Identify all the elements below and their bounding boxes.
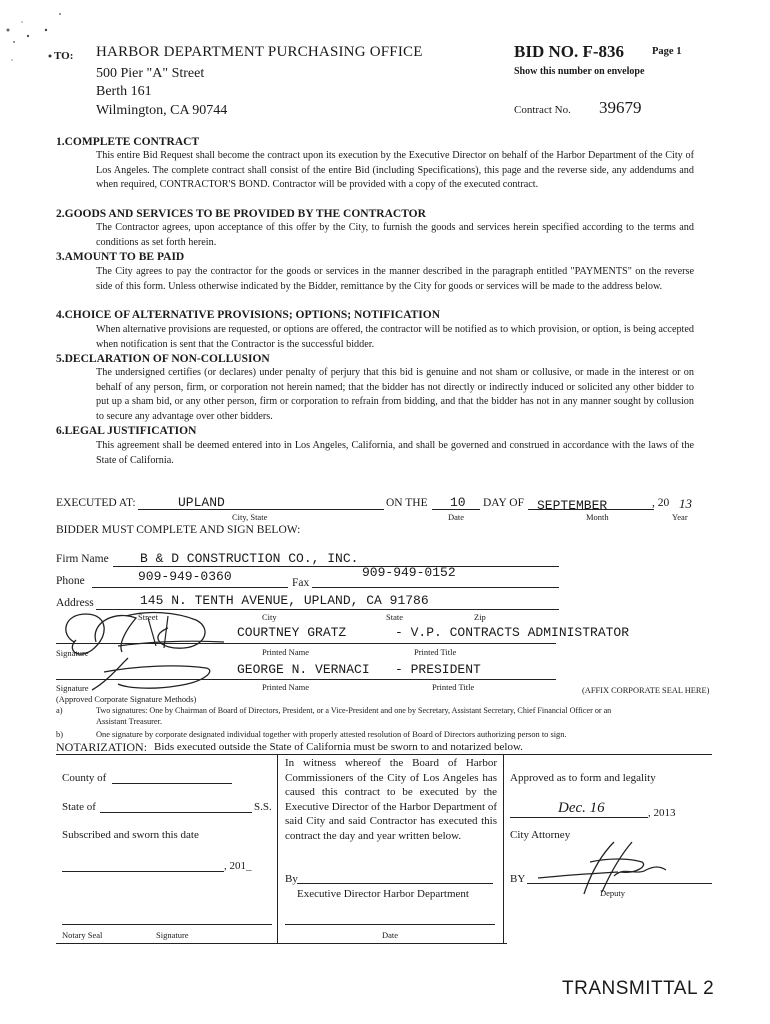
bidder-signature — [56, 606, 256, 696]
bidder-must-sign: BIDDER MUST COMPLETE AND SIGN BELOW: — [56, 524, 301, 536]
phone-label: Phone — [56, 575, 85, 587]
notarization-heading: NOTARIZATION: — [56, 740, 148, 754]
signature-label-2: Signature — [56, 683, 89, 693]
section-heading-4: 4.CHOICE OF ALTERNATIVE PROVISIONS; OPTIONS; NOTIFICATION — [56, 309, 441, 321]
notary-seal-label: Notary Seal — [62, 930, 103, 940]
approved-year: , 2013 — [648, 807, 676, 819]
notary-year: , 201_ — [224, 860, 252, 872]
state-label: State — [386, 612, 403, 622]
exec-date-label: Date — [382, 930, 399, 940]
phone-value: 909-949-0360 — [138, 569, 232, 584]
transmittal-label: TRANSMITTAL 2 — [562, 978, 715, 999]
section-body-6: This agreement shall be deemed entered into in Los Angeles, California, and shall be governed and construed in accordance with the laws of the State of California. — [96, 440, 694, 466]
section-heading-3: 3.AMOUNT TO BE PAID — [56, 251, 185, 263]
deputy-label: Deputy — [600, 888, 626, 898]
section-body-3: The City agrees to pay the contractor for the goods or services in the manner described in the paragraph entitled "PAYMENTS" on the reverse side of this form. Unless otherwise indicated by the Bidder, remittance by the City for goods or services will be made to the address below. — [96, 266, 694, 292]
year-label: Year — [672, 512, 688, 522]
month-label: Month — [586, 512, 609, 522]
ss-label: S.S. — [254, 801, 272, 813]
day-of-label: DAY OF — [483, 497, 525, 509]
office-city: Wilmington, CA 90744 — [96, 103, 228, 118]
fax-label: Fax — [292, 577, 310, 589]
approved-date: Dec. 16 — [558, 800, 605, 816]
fax-value: 909-949-0152 — [362, 565, 456, 580]
to-label: TO: — [54, 50, 74, 62]
city-label: City — [262, 612, 277, 622]
method-b-label: b) — [56, 730, 63, 739]
approved-form-label: Approved as to form and legality — [510, 772, 656, 784]
signature-label-1: Signature — [56, 648, 89, 658]
witness-text: In witness whereof the Board of Harbor Commissioners of the City of Los Angeles has caused this contract to be executed by the Executive Director of the Harbor Department of said City and said Contractor has executed this contract the day and year written below. — [285, 757, 497, 842]
method-a: Two signatures: One by Chairman of Board of Directors, President, or a Vice-President and one by Secretary, Assistant Secretary, Chief Financial Officer or an — [96, 706, 612, 715]
signer1-name: COURTNEY GRATZ — [237, 625, 347, 640]
executive-director-label: Executive Director Harbor Department — [297, 888, 469, 900]
section-body-1: This entire Bid Request shall become the contract upon its execution by the Executive Director on behalf of the Harbor Department of the City of Los Angeles. The complete contract shall consist of the entire Bid (including Specifications), this page and the reverse side, any addendums and when required, CONTRACTOR'S BOND. Contractor will be provided with a copy of the executed contract. — [96, 150, 694, 191]
executed-at-value: UPLAND — [178, 495, 225, 510]
show-number-note: Show this number on envelope — [514, 66, 645, 77]
date-label: Date — [448, 512, 465, 522]
city-attorney-signature — [528, 836, 668, 906]
county-label: County of — [62, 772, 107, 784]
office-berth: Berth 161 — [96, 84, 152, 99]
contract-label: Contract No. — [514, 104, 571, 116]
printed-title-label-1: Printed Title — [414, 647, 457, 657]
method-a-label: a) — [56, 706, 63, 715]
year-prefix: , 20 — [652, 497, 670, 509]
address-label: Address — [56, 597, 94, 609]
by-label: By — [285, 873, 298, 885]
signer1-title: - V.P. CONTRACTS ADMINISTRATOR — [395, 625, 630, 640]
executed-at-label: EXECUTED AT: — [56, 497, 136, 509]
subscribed-label: Subscribed and sworn this date — [62, 829, 199, 841]
firm-name-label: Firm Name — [56, 553, 109, 565]
firm-name-value: B & D CONSTRUCTION CO., INC. — [140, 551, 359, 566]
by2-label: BY — [510, 873, 526, 885]
contract-number: 39679 — [599, 98, 642, 117]
section-body-5: The undersigned certifies (or declares) under penalty of perjury that this bid is genuine and not sham or collusive, or made in the interest or on behalf of any person, firm, or corporation not herein named; that the bidder has not directly or indirectly induced or solicited any other bidder to put up a sham bid, or any other person, firm or corporation to refrain from bidding, and that the bidder has not in any manner sought by collusion to secure any advantage over other bidders. — [96, 367, 694, 422]
office-name: HARBOR DEPARTMENT PURCHASING OFFICE — [96, 44, 423, 60]
method-b: One signature by corporate designated individual together with properly attested resolution of Board of Directors authorizing person to sign. — [96, 730, 567, 739]
page-number: Page 1 — [652, 46, 682, 57]
day-value: 10 — [450, 495, 466, 510]
section-heading-5: 5.DECLARATION OF NON-COLLUSION — [56, 353, 270, 365]
section-heading-6: 6.LEGAL JUSTIFICATION — [56, 425, 197, 437]
section-heading-1: 1.COMPLETE CONTRACT — [56, 136, 200, 148]
notary-signature-label: Signature — [156, 930, 189, 940]
signer2-name: GEORGE N. VERNACI — [237, 662, 370, 677]
section-heading-2: 2.GOODS AND SERVICES TO BE PROVIDED BY THE CONTRACTOR — [56, 208, 426, 220]
city-state-label: City, State — [232, 512, 268, 522]
signer2-title: - PRESIDENT — [395, 662, 481, 677]
on-the-label: ON THE — [386, 497, 428, 509]
section-body-2: The Contractor agrees, upon acceptance of this offer by the City, to furnish the goods and services herein specified according to the terms and conditions as set forth herein. — [96, 222, 694, 248]
bid-number: BID NO. F-836 — [514, 42, 625, 61]
section-body-4: When alternative provisions are requested, or options are offered, the contractor will be notified as to which provision, or option, is being accepted when notification is sent that the Contractor is the successful bidder. — [96, 324, 694, 350]
method-a2: Assistant Treasurer. — [96, 717, 163, 726]
zip-label: Zip — [474, 612, 486, 622]
state-of-label: State of — [62, 801, 96, 813]
notarization-text: Bids executed outside the State of California must be sworn to and notarized below. — [154, 741, 523, 753]
printed-title-label-2: Printed Title — [432, 682, 475, 692]
approved-methods: (Approved Corporate Signature Methods) — [56, 695, 197, 704]
office-street: 500 Pier "A" Street — [96, 66, 205, 81]
printed-name-label-1: Printed Name — [262, 647, 309, 657]
street-label: Street — [138, 612, 158, 622]
printed-name-label-2: Printed Name — [262, 682, 309, 692]
month-value: SEPTEMBER — [537, 498, 608, 513]
year-value: 13 — [679, 496, 692, 511]
city-attorney-label: City Attorney — [510, 829, 571, 841]
address-value: 145 N. TENTH AVENUE, UPLAND, CA 91786 — [140, 593, 429, 608]
affix-seal: (AFFIX CORPORATE SEAL HERE) — [582, 686, 710, 695]
